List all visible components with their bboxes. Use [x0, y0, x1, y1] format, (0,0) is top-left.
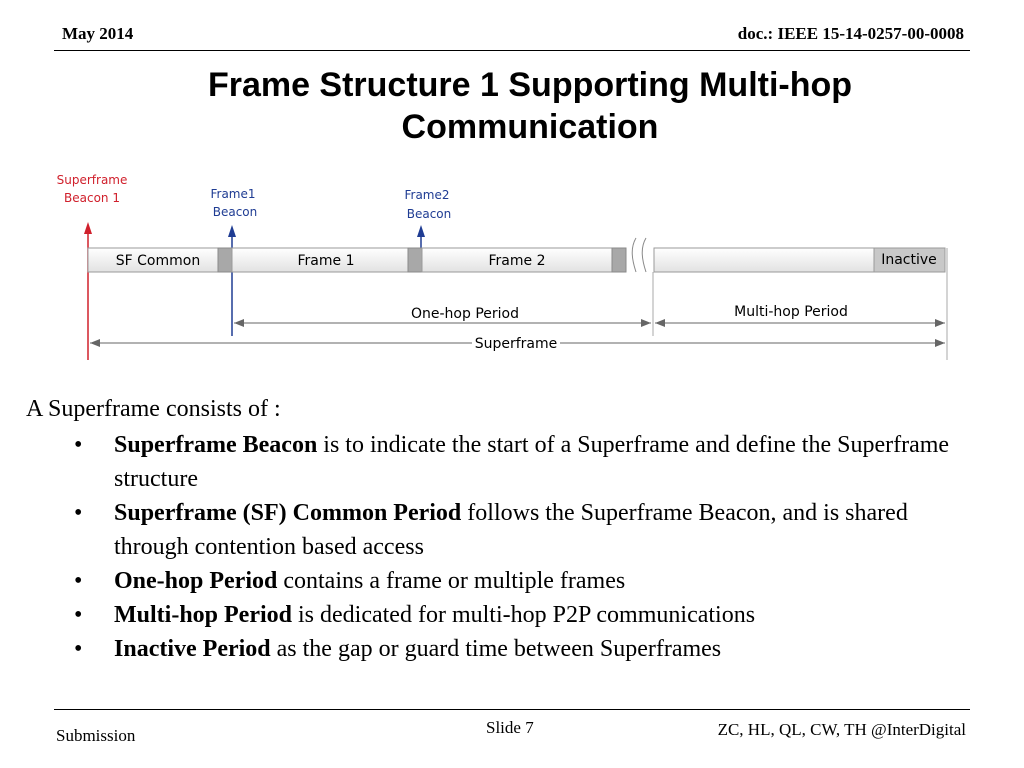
frame1-beacon-label-line1: Frame1	[210, 187, 256, 201]
footer-divider	[54, 709, 970, 710]
bullet-term: Inactive Period	[114, 636, 271, 662]
bullet-text: is dedicated for multi-hop P2P communications	[292, 602, 756, 628]
bullet-text: follows the Superframe Beacon, and is shared through contention based access	[114, 500, 908, 560]
frame2-label: Frame 2	[488, 253, 546, 269]
bullet-term: Superframe (SF) Common Period	[114, 500, 462, 526]
footer-authors: ZC, HL, QL, CW, TH @InterDigital	[717, 720, 966, 739]
bullet-text: is to indicate the start of a Superframe and define the Superframe structure	[114, 432, 950, 492]
bullet-term: Multi-hop Period	[114, 602, 292, 628]
frame1-beacon-arrow	[228, 225, 236, 336]
footer-slide-number: Slide 7	[486, 718, 534, 737]
slide-title: Frame Structure 1 Supporting Multi-hop Communication	[207, 66, 853, 146]
bullet-item-one-hop-period	[26, 564, 986, 598]
guard-slot-1	[218, 248, 232, 272]
guard-slot-2	[408, 248, 422, 272]
time-break-marker	[632, 238, 646, 272]
bullet-marker: •	[74, 432, 83, 458]
footer-submission: Submission	[56, 726, 136, 745]
frame2-beacon-arrow	[417, 225, 425, 250]
inactive-label: Inactive	[881, 252, 937, 268]
header-divider	[54, 50, 970, 51]
superframe-diagram	[0, 160, 1024, 370]
frame2-beacon-label-line2: Beacon	[406, 207, 452, 221]
bullet-text: contains a frame or multiple frames	[277, 568, 626, 594]
one-hop-period-label: One-hop Period	[411, 306, 519, 322]
superframe-label: Superframe	[474, 336, 558, 352]
header-doc-id: doc.: IEEE 15-14-0257-00-0008	[737, 24, 964, 43]
multi-hop-block	[654, 248, 874, 272]
sf-beacon-arrow	[84, 222, 92, 360]
multi-hop-period-arrow	[655, 319, 945, 327]
frame2-beacon-label-line1: Frame2	[404, 188, 450, 202]
frame1-beacon-label-line2: Beacon	[212, 205, 258, 219]
bullet-item-superframe-beacon	[26, 428, 986, 496]
bullet-marker: •	[74, 500, 83, 526]
sf-beacon-label-line2: Beacon 1	[64, 191, 120, 205]
guard-slot-3	[612, 248, 626, 272]
bullet-marker: •	[74, 602, 83, 628]
sf-common-label: SF Common	[115, 253, 201, 269]
bullet-item-inactive-period	[26, 632, 986, 666]
bullet-item-sf-common-period	[26, 496, 986, 564]
body-content	[26, 392, 986, 666]
sf-beacon-label-line1: Superframe	[56, 173, 128, 187]
multi-hop-period-label: Multi-hop Period	[734, 304, 848, 320]
bullet-marker: •	[74, 636, 83, 662]
intro-line: A Superframe consists of :	[26, 396, 281, 422]
bullet-list	[26, 428, 986, 666]
frame1-label: Frame 1	[297, 253, 355, 269]
bullet-term: One-hop Period	[114, 568, 278, 594]
bullet-item-multi-hop-period	[26, 598, 986, 632]
bullet-term: Superframe Beacon	[114, 432, 318, 458]
header-date: May 2014	[62, 24, 134, 43]
bullet-text: as the gap or guard time between Superframes	[270, 636, 722, 662]
bullet-marker: •	[74, 568, 83, 594]
